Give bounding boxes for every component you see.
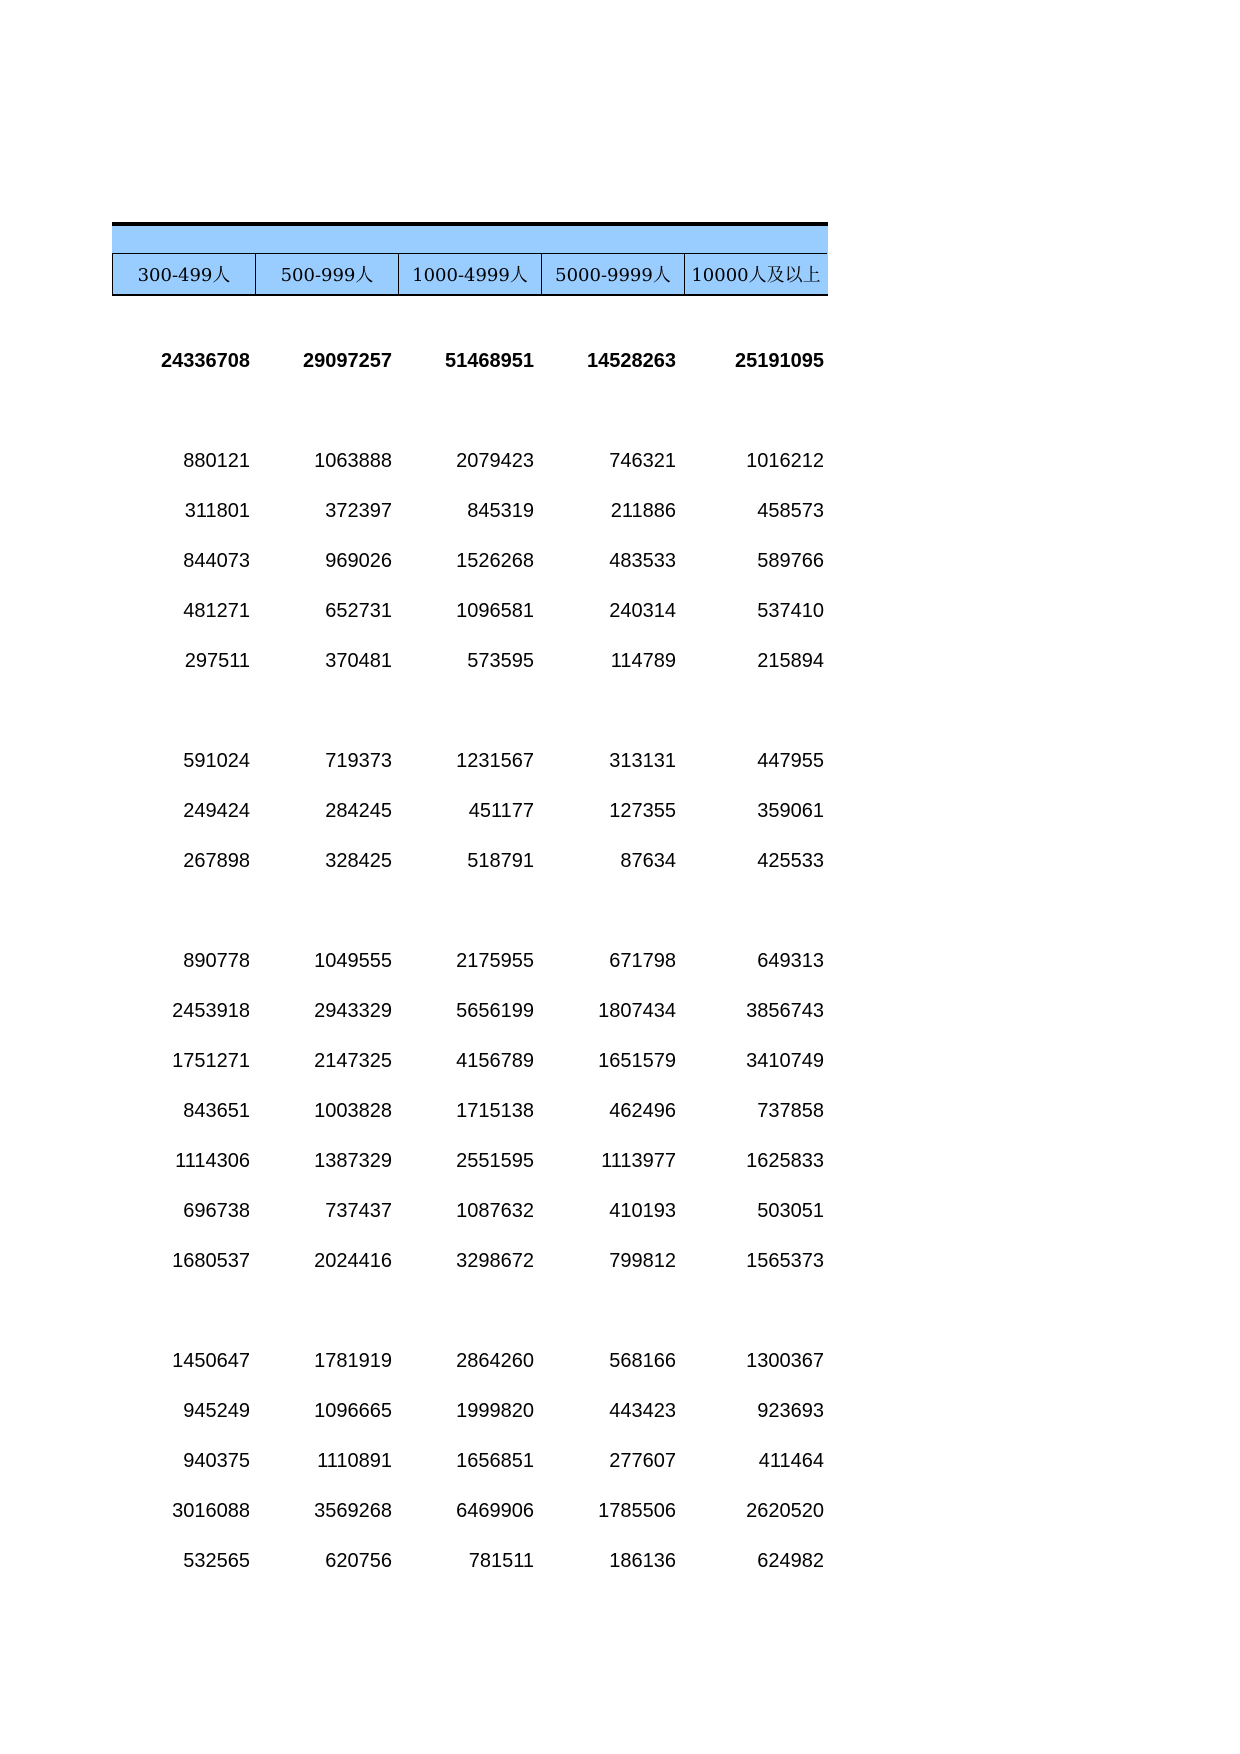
table-row [112,786,828,836]
table-cell: 746321 [609,449,676,472]
table-cell: 2079423 [456,449,534,472]
table-cell: 1450647 [172,1349,250,1372]
table-cell: 267898 [183,849,250,872]
table-cell: 880121 [183,449,250,472]
table-cell: 2453918 [172,999,250,1022]
table-cell: 652731 [325,599,392,622]
table-cell: 1049555 [314,949,392,972]
table-cell: 589766 [757,549,824,572]
table-cell: 2147325 [314,1049,392,1072]
table-cell: 2620520 [746,1499,824,1522]
table-row [112,536,828,586]
table-cell: 481271 [183,599,250,622]
table-cell: 2024416 [314,1249,392,1272]
table-cell: 737858 [757,1099,824,1122]
table-cell: 591024 [183,749,250,772]
total-row [112,336,828,386]
table-cell: 923693 [757,1399,824,1422]
table-row [112,1186,828,1236]
table-cell: 443423 [609,1399,676,1422]
header-band [112,222,828,253]
table-cell: 1807434 [598,999,676,1022]
column-header-10000-plus: 10000人及以上 [685,253,827,294]
table-cell: 573595 [467,649,534,672]
table-cell: 532565 [183,1549,250,1572]
table-cell: 1300367 [746,1349,824,1372]
table-cell: 1110891 [317,1449,392,1472]
total-cell: 25191095 [735,349,824,372]
table-body [112,296,828,1586]
total-cell: 24336708 [161,349,250,372]
table-cell: 1656851 [456,1449,534,1472]
table-cell: 737437 [325,1199,392,1222]
table-cell: 1999820 [456,1399,534,1422]
table-cell: 537410 [757,599,824,622]
table-row [112,1236,828,1286]
table-cell: 890778 [183,949,250,972]
table-cell: 1781919 [314,1349,392,1372]
row-spacer [112,386,828,436]
table-cell: 969026 [325,549,392,572]
table-cell: 1016212 [746,449,824,472]
table-cell: 3410749 [746,1049,824,1072]
table-cell: 249424 [183,799,250,822]
column-header-300-499: 300-499人 [113,253,256,294]
table-cell: 671798 [609,949,676,972]
table-cell: 313131 [609,749,676,772]
table-cell: 114789 [610,649,676,672]
table-cell: 649313 [757,949,824,972]
table-cell: 3569268 [314,1499,392,1522]
table-cell: 458573 [757,499,824,522]
table-row [112,736,828,786]
table-cell: 462496 [609,1099,676,1122]
column-header-5000-9999: 5000-9999人 [542,253,685,294]
table-cell: 410193 [609,1199,676,1222]
table-cell: 6469906 [456,1499,534,1522]
column-header-500-999: 500-999人 [256,253,399,294]
table-cell: 2175955 [456,949,534,972]
table-row [112,436,828,486]
table-row [112,1336,828,1386]
table-cell: 1063888 [314,449,392,472]
table-cell: 799812 [609,1249,676,1272]
column-header-row [112,253,828,296]
table-cell: 1003828 [314,1099,392,1122]
table-cell: 1715138 [456,1099,534,1122]
table-cell: 87634 [620,849,676,872]
table-cell: 518791 [467,849,534,872]
table-cell: 1680537 [172,1249,250,1272]
table-row [112,1436,828,1486]
table-row [112,1386,828,1436]
total-cell: 51468951 [445,349,534,372]
table-row [112,936,828,986]
table-cell: 1087632 [456,1199,534,1222]
table-cell: 4156789 [456,1049,534,1072]
table-cell: 845319 [467,499,534,522]
table-row [112,836,828,886]
table-cell: 1387329 [314,1149,392,1172]
row-spacer [112,686,828,736]
table-cell: 1651579 [598,1049,676,1072]
spreadsheet-table [112,222,828,1586]
table-cell: 311801 [184,499,250,522]
table-cell: 447955 [757,749,824,772]
table-row [112,986,828,1036]
table-cell: 3016088 [172,1499,250,1522]
table-cell: 211886 [610,499,676,522]
table-cell: 1096581 [456,599,534,622]
table-cell: 215894 [757,649,824,672]
table-cell: 1114306 [175,1149,250,1172]
table-row [112,1036,828,1086]
table-cell: 1565373 [746,1249,824,1272]
row-spacer [112,296,828,336]
table-cell: 940375 [183,1449,250,1472]
table-cell: 5656199 [456,999,534,1022]
table-cell: 1231567 [456,749,534,772]
total-cell: 29097257 [303,349,392,372]
table-row [112,1486,828,1536]
table-cell: 240314 [609,599,676,622]
table-cell: 328425 [325,849,392,872]
table-row [112,1136,828,1186]
table-cell: 2551595 [456,1149,534,1172]
table-cell: 1113977 [601,1149,676,1172]
column-header-1000-4999: 1000-4999人 [399,253,542,294]
table-cell: 1526268 [456,549,534,572]
table-cell: 284245 [325,799,392,822]
table-cell: 2864260 [456,1349,534,1372]
table-cell: 186136 [609,1549,676,1572]
table-row [112,486,828,536]
table-row [112,1086,828,1136]
table-cell: 3298672 [456,1249,534,1272]
total-cell: 14528263 [587,349,676,372]
table-cell: 483533 [609,549,676,572]
table-cell: 503051 [757,1199,824,1222]
table-row [112,636,828,686]
table-cell: 844073 [183,549,250,572]
table-cell: 277607 [609,1449,676,1472]
table-row [112,586,828,636]
table-cell: 696738 [183,1199,250,1222]
table-cell: 2943329 [314,999,392,1022]
row-spacer [112,1286,828,1336]
table-cell: 1751271 [172,1049,250,1072]
table-cell: 372397 [325,499,392,522]
row-spacer [112,886,828,936]
table-cell: 945249 [183,1399,250,1422]
table-cell: 1625833 [746,1149,824,1172]
table-cell: 781511 [468,1549,534,1572]
table-cell: 719373 [325,749,392,772]
table-cell: 1785506 [598,1499,676,1522]
table-cell: 3856743 [746,999,824,1022]
table-cell: 359061 [757,799,824,822]
table-cell: 370481 [325,649,392,672]
table-row [112,1536,828,1586]
table-cell: 127355 [609,799,676,822]
table-cell: 624982 [757,1549,824,1572]
table-cell: 1096665 [314,1399,392,1422]
table-cell: 297511 [184,649,250,672]
table-cell: 451177 [468,799,534,822]
table-cell: 843651 [183,1099,250,1122]
table-cell: 411464 [758,1449,824,1472]
table-cell: 568166 [609,1349,676,1372]
table-cell: 620756 [325,1549,392,1572]
table-cell: 425533 [757,849,824,872]
